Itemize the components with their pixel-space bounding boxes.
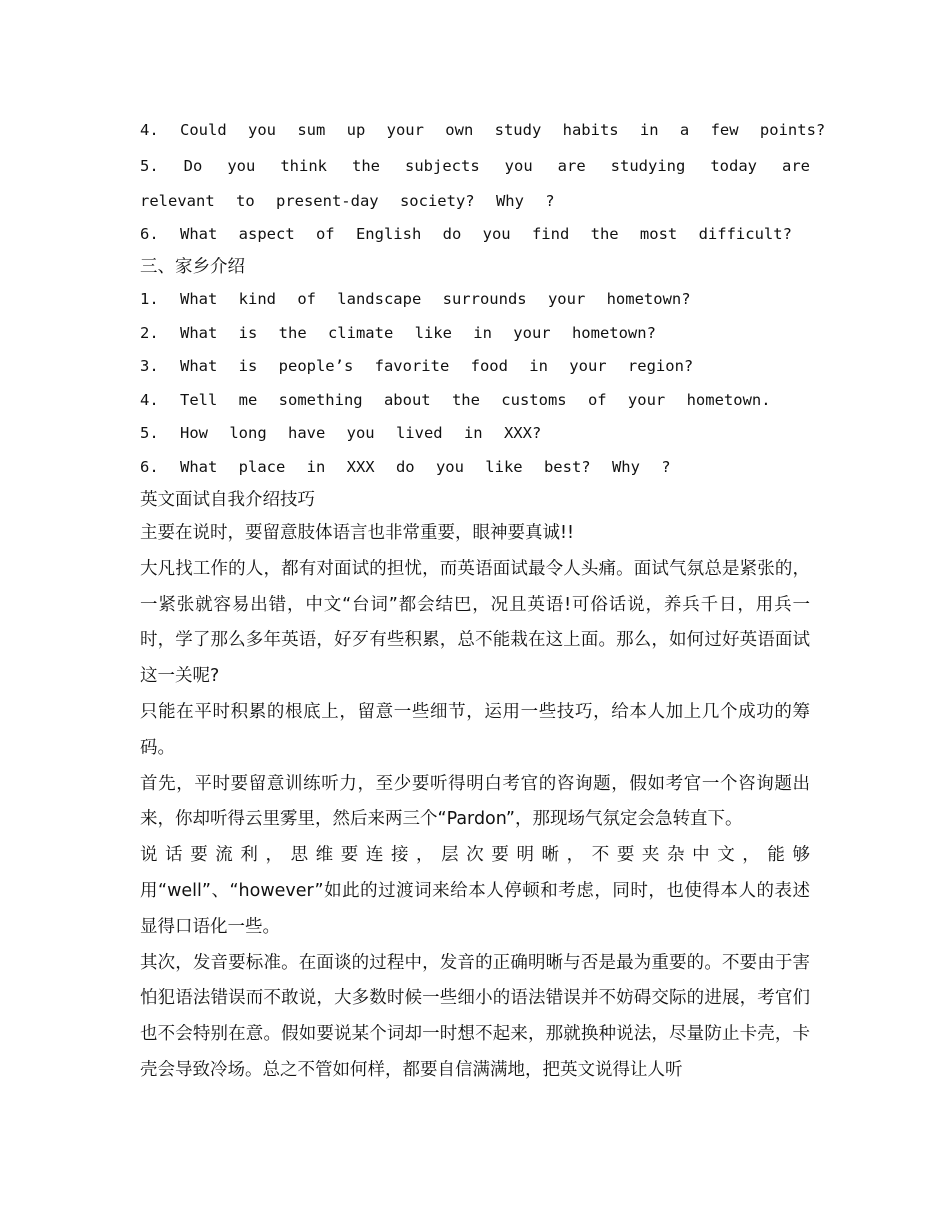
paragraph-listening: 首先，平时要留意训练听力，至少要听得明白考官的咨询题，假如考官一个咨询题出来，你却听得云里雾里，然后来两三个“Pardon”，那现场气氛定会急转直下。: [140, 773, 810, 830]
hometown-question-4: 4. Tell me something about the customs of your hometown.: [140, 390, 771, 409]
hometown-question-6: 6. What place in XXX do you like best? Why ?: [140, 457, 671, 476]
paragraph-body-language: 主要在说时，要留意肢体语言也非常重要，眼神要真诚!!: [140, 523, 575, 543]
hometown-question-1: 1. What kind of landscape surrounds your hometown?: [140, 290, 691, 308]
paragraph-interview-anxiety: 大凡找工作的人，都有对面试的担忧，而英语面试最令人头痛。面试气氛总是紧张的，一紧张就容易出错，中文“台词”都会结巴，况且英语!可俗话说，养兵千日，用兵一时，学了那么多年英语，好歹有些积累，总不能栽在这上面。那么，如何过好英语面试这一关呢?: [140, 558, 810, 687]
document-page: [140, 114, 826, 1089]
paragraph-fluency: 说话要流利，思维要连接，层次要明晰，不要夹杂中文，能够用“well”、“however”如此的过渡词来给本人停顿和考虑，同时，也使得本人的表述显得口语化一些。: [140, 845, 810, 937]
study-question-5-continued: relevant to present-day society? Why ?: [140, 191, 555, 210]
paragraph-pronunciation: 其次，发音要标准。在面谈的过程中，发音的正确明晰与否是最为重要的。不要由于害怕犯语法错误而不敢说，大多数时候一些细小的语法错误并不妨碍交际的进展，考官们也不会特别在意。假如要说某个词却一时想不起来，那就换种说法，尽量防止卡壳，卡壳会导致冷场。总之不管如何样，都要自信满满地，把英文说得让人听: [140, 952, 810, 1080]
hometown-question-2: 2. What is the climate like in your hometown?: [140, 323, 656, 342]
hometown-heading: 三、家乡介绍: [140, 257, 245, 277]
study-question-5: 5. Do you think the subjects you are studying today are: [140, 156, 810, 175]
study-question-6: 6. What aspect of English do you find the most difficult?: [140, 224, 792, 243]
hometown-question-5: 5. How long have you lived in XXX?: [140, 424, 542, 442]
paragraph-details-skills: 只能在平时积累的根底上，留意一些细节，运用一些技巧，给本人加上几个成功的筹码。: [140, 701, 810, 758]
tips-title: 英文面试自我介绍技巧: [140, 490, 315, 510]
study-question-4: 4. Could you sum up your own study habits in a few points?: [140, 121, 826, 139]
hometown-question-3: 3. What is people’s favorite food in your region?: [140, 357, 694, 375]
